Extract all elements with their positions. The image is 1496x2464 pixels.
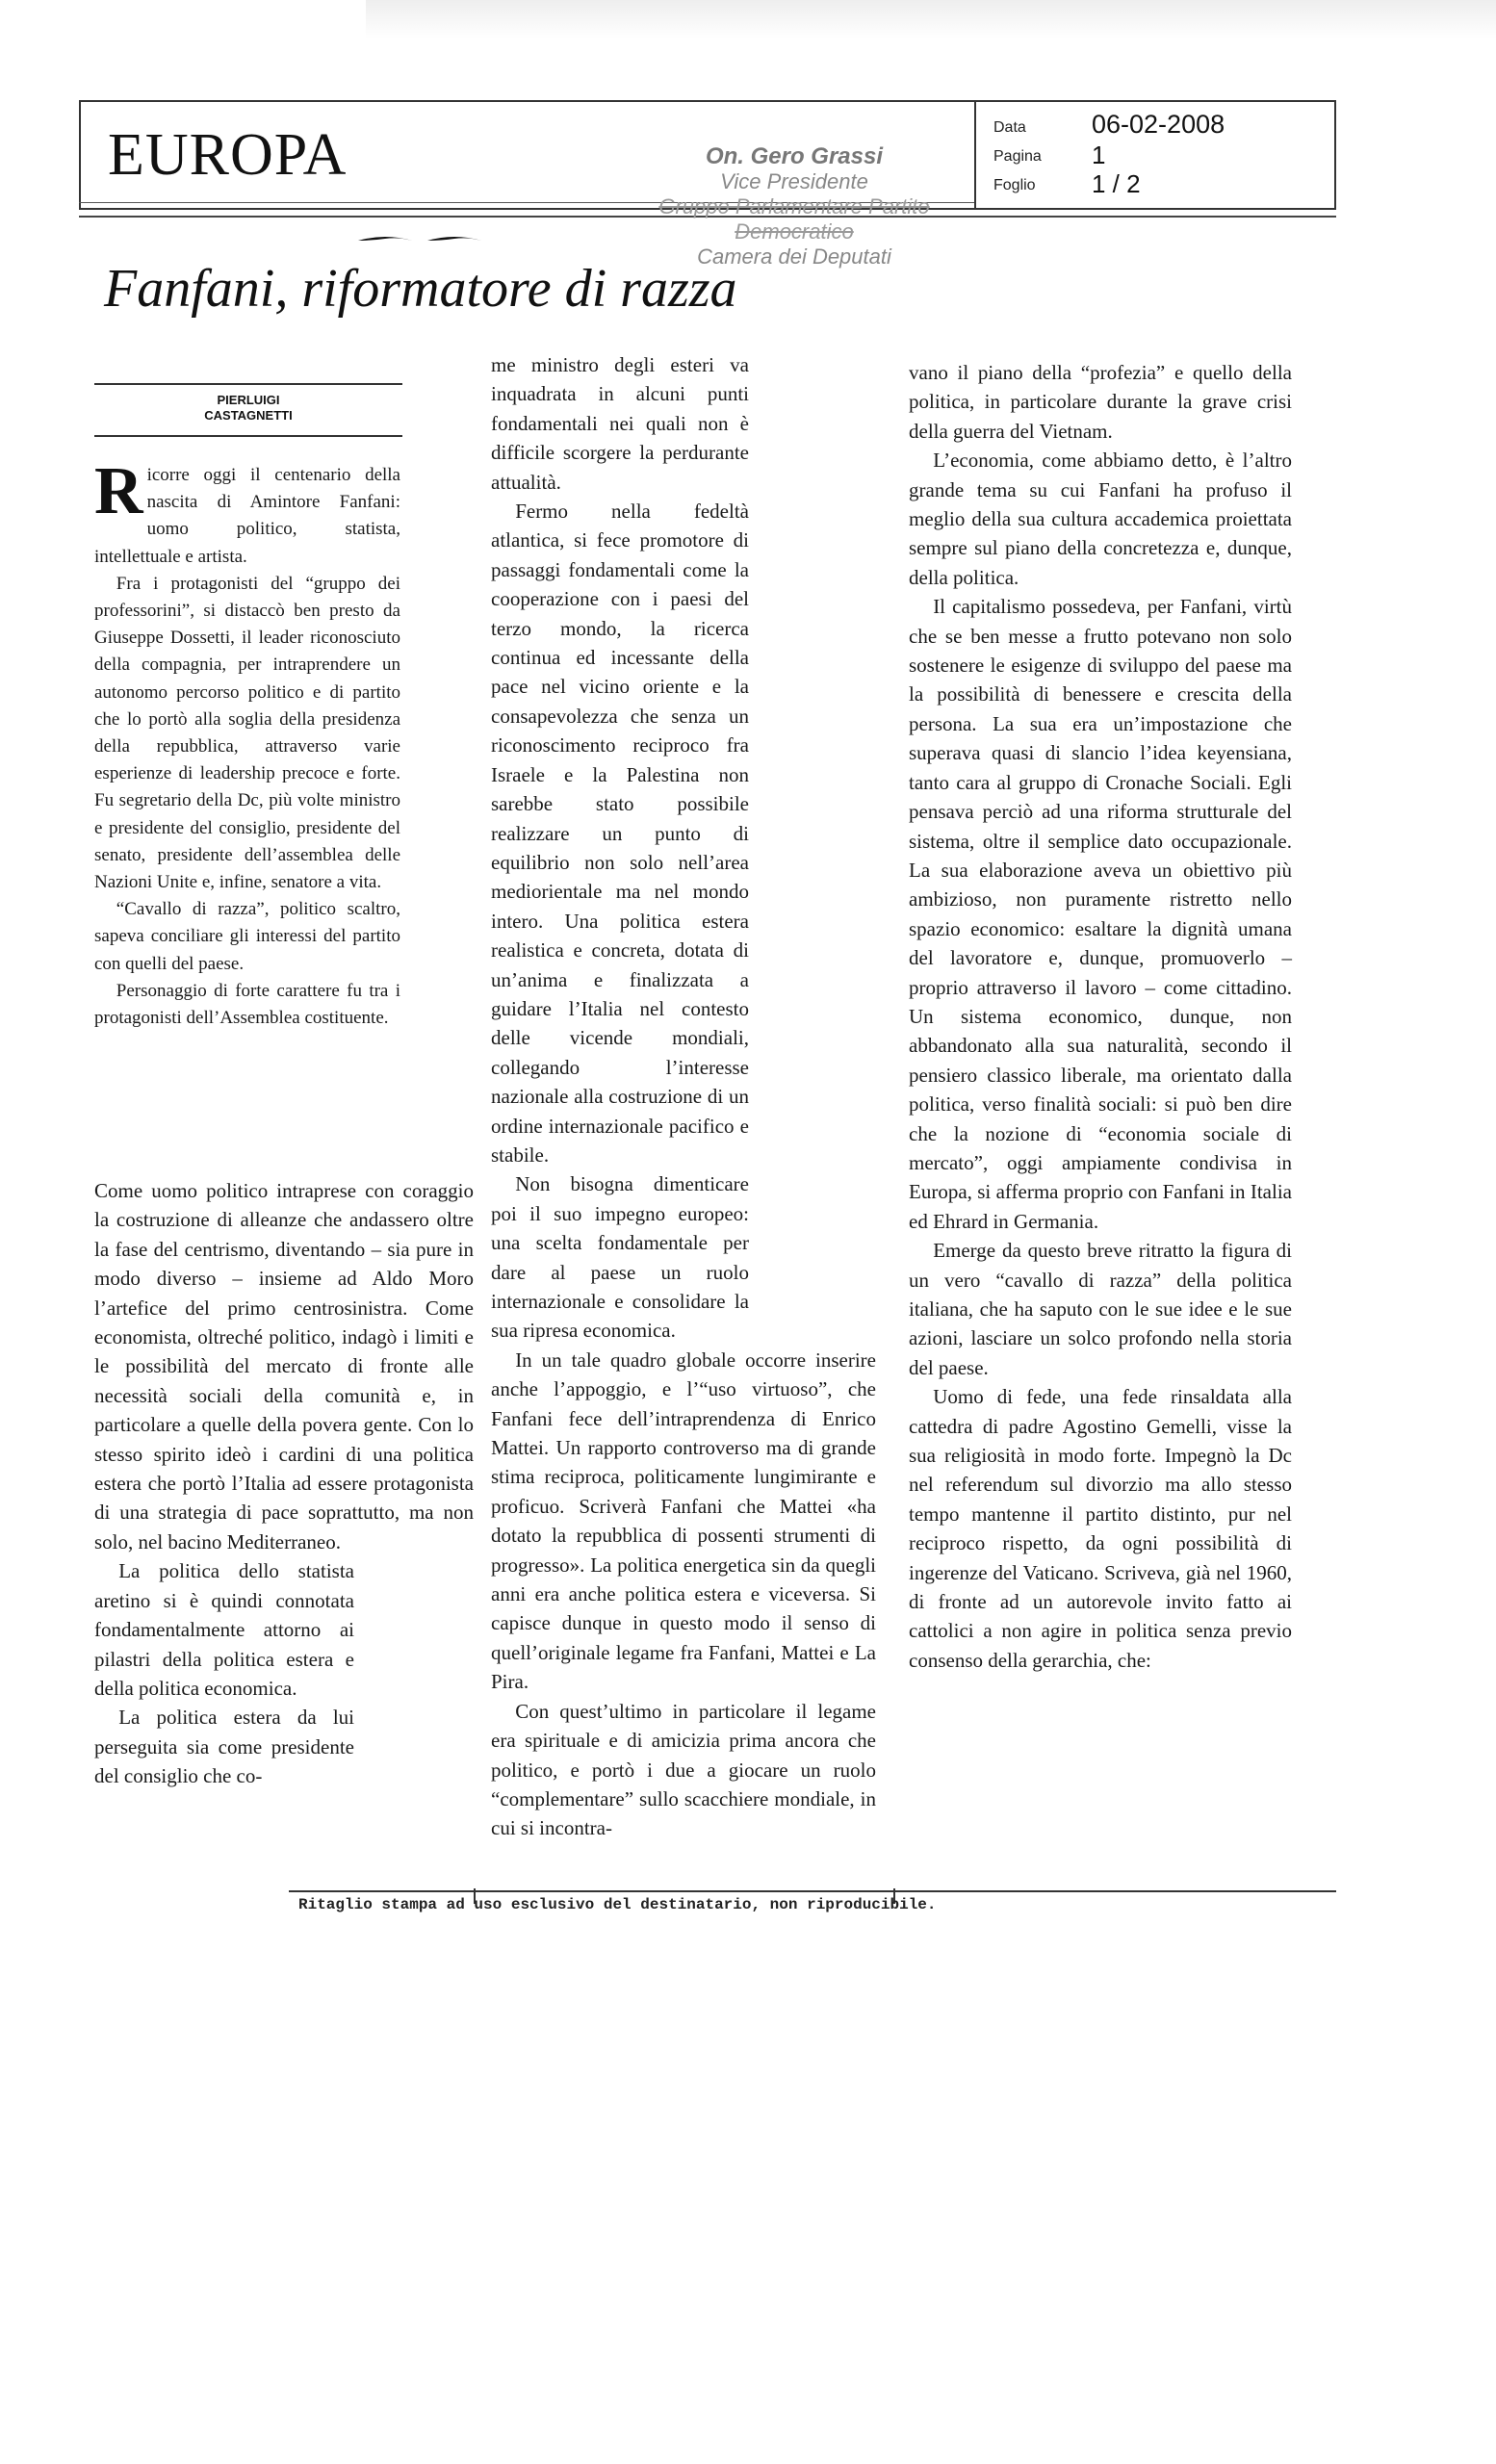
meta-page-label: Pagina bbox=[993, 148, 1042, 165]
deputy-stamp bbox=[602, 144, 987, 270]
column-3 bbox=[909, 358, 1292, 1675]
paragraph: Uomo di fede, una fede rinsaldata alla cattedra di padre Agostino Gemelli, visse la sua religiosità in modo forte. Impegnò la Dc nel referendum sul divorzio ma allo stesso tempo mantenne il partito distinto, pur nel reciproco rispetto, da ogni possibilità di ingerenze del Vaticano. Scriveva, già nel 1960, di fronte ad un autorevole invito fatto ai cattolici a non agire in politica senza previo consenso della gerarchia, che: bbox=[909, 1385, 1292, 1672]
paragraph: La politica dello statista aretino si è quindi connotata fondamentalmente attorno ai pilastri della politica estera e della politica economica. bbox=[94, 1559, 354, 1700]
paragraph: Non bisogna dimenticare poi il suo impegno europeo: una scelta fondamentale per dare al paese un ruolo internazionale e consolidare la sua ripresa economica. bbox=[491, 1172, 749, 1343]
stamp-group: Gruppo Parlamentare Partito Democratico bbox=[658, 194, 930, 244]
column-1-body bbox=[94, 1176, 474, 1791]
drop-cap: R bbox=[94, 454, 143, 528]
scan-shadow bbox=[366, 0, 1496, 38]
paragraph bbox=[94, 454, 400, 571]
paragraph: Il capitalismo possedeva, per Fanfani, virtù che se ben messe a frutto potevano non solo sostenere le esigenze di sviluppo del paese ma la possibilità di benessere e crescita della persona. La sua era un’impostazione che superava quasi di slancio l’idea keyensiana, tanto cara al gruppo di Cronache Sociali. Egli pensava perciò ad una riforma strutturale del sistema, oltre il semplice dato occupazionale. La sua elaborazione aveva un obiettivo più ambizioso, non puramente ristretto nello spazio economico: esaltare la dignità umana del lavoratore e, dunque, promuoverlo – proprio attraverso il lavoro – come cittadino. Un sistema economico, dunque, non abbandonato alla sua naturalità, secondo il pensiero classico liberale, ma orientato dalla politica, verso finalità sociali: si può ben dire che la nozione di “economia sociale di mercato”, oggi ampiamente condivisa in Europa, si afferma proprio con Fanfani in Italia ed Ehrard in Germania. bbox=[909, 595, 1292, 1233]
paragraph: me ministro degli esteri va inquadrata in alcuni punti fondamentali nei quali non è difficile scorgere la perdurante attualità. bbox=[491, 353, 749, 494]
masthead: EUROPA bbox=[108, 122, 348, 188]
author-last-name: CASTAGNETTI bbox=[204, 408, 293, 423]
meta-date-label: Data bbox=[993, 119, 1026, 136]
meta-date-value: 06-02-2008 bbox=[1092, 110, 1225, 139]
column-1-lead bbox=[94, 454, 400, 1032]
stamp-role: Vice Presidente bbox=[720, 169, 868, 193]
footer-notice: Ritaglio stampa ad uso esclusivo del destinatario, non riproducibile. bbox=[298, 1896, 937, 1913]
paragraph: Personaggio di forte carattere fu tra i protagonisti dell’Assemblea costituente. bbox=[94, 980, 400, 1029]
clipping-meta bbox=[974, 100, 1338, 208]
column-2 bbox=[491, 350, 876, 1843]
paragraph: La politica estera da lui perseguita sia come presidente del consiglio che co- bbox=[94, 1706, 354, 1788]
byline bbox=[94, 393, 402, 424]
article-title: Fanfani, riformatore di razza bbox=[104, 259, 737, 319]
paragraph: In un tale quadro globale occorre inserire anche l’appoggio, e l’“uso virtuoso”, che Fanfani fece dell’intraprendenza di Enrico Mattei. Un rapporto controverso ma di grande stima reciproca, politicamente lungimirante e proficuo. Scriverà Fanfani che Mattei «ha dotato la repubblica di possenti strumenti di progresso». La politica energetica sin da quegli anni era anche politica estera e viceversa. Si capisce dunque in questo modo il senso di quell’originale legame fra Fanfani, Mattei e La Pira. bbox=[491, 1348, 876, 1694]
author-first-name: PIERLUIGI bbox=[217, 393, 280, 407]
paragraph: Fra i protagonisti del “gruppo dei professorini”, si distaccò ben presto da Giuseppe Dossetti, il leader riconosciuto della compagnia, per intraprendere un autonomo percorso politico e di partito che lo portò alla soglia della presidenza della repubblica, attraverso varie esperienze di leadership precoce e forte. Fu segretario della Dc, più volte ministro e presidente del consiglio, presidente del senato, presidente dell’assemblea delle Nazioni Unite e, infine, senatore a vita. bbox=[94, 573, 400, 893]
paragraph: Fermo nella fedeltà atlantica, si fece promotore di passaggi fondamentali come la cooperazione con i paesi del terzo mondo, la ricerca continua ed incessante della pace nel vicino oriente e la consapevolezza che senza un riconoscimento reciproco fra Israele e la Palestina non sarebbe stato possibile realizzare un punto di equilibrio non solo nell’area mediorientale ma nel mondo intero. Una politica estera realistica e concreta, dotata di un’anima e finalizzata a guidare l’Italia nel contesto delle vicende mondiali, collegando l’interesse nazionale alla costruzione di un ordine internazionale pacifico e stabile. bbox=[491, 500, 749, 1167]
paragraph: Come uomo politico intraprese con coraggio la costruzione di alleanze che andassero oltre la fase del centrismo, diventando – sia pure in modo diverso – insieme ad Aldo Moro l’artefice del primo centrosinistra. Come economista, oltreché politico, indagò i limiti e le possibilità del mercato di fronte alle necessità sociali della comunità e, in particolare a quelle della povera gente. Con lo stesso spirito ideò i cardini di una politica estera che portò l’Italia ad essere protagonista di una strategia di pace soprattutto, ma non solo, nel bacino Mediterraneo. bbox=[94, 1179, 474, 1553]
stamp-chamber: Camera dei Deputati bbox=[697, 244, 891, 269]
paragraph: Emerge da questo breve ritratto la figura di un vero “cavallo di razza” della politica italiana, che ha saputo con le sue idee e le sue azioni, lasciare un solco profondo nella storia del paese. bbox=[909, 1239, 1292, 1379]
paragraph: Con quest’ultimo in particolare il legame era spirituale e di amicizia prima ancora che politico, e portò i due a giocare un ruolo “complementare” sullo scacchiere mondiale, in cui si incontra- bbox=[491, 1699, 876, 1840]
meta-sheet-value: 1 / 2 bbox=[1092, 169, 1141, 198]
paragraph-text: icorre oggi il centenario della nascita di Amintore Fanfani: uomo politico, statista, intellettuale e artista. bbox=[94, 465, 400, 567]
footer-rule bbox=[289, 1890, 1336, 1892]
stamp-name: On. Gero Grassi bbox=[705, 143, 884, 169]
byline-top-rule bbox=[94, 383, 402, 385]
ornament-icon bbox=[356, 231, 491, 246]
paragraph: L’economia, come abbiamo detto, è l’altro grande tema su cui Fanfani ha profuso il meglio della sua cultura accademica proiettata sempre sul piano della concretezza e, dunque, della politica. bbox=[909, 449, 1292, 589]
meta-page-value: 1 bbox=[1092, 141, 1106, 169]
paragraph: vano il piano della “profezia” e quello della politica, in particolare durante la grave crisi della guerra del Vietnam. bbox=[909, 361, 1292, 443]
paragraph: “Cavallo di razza”, politico scaltro, sapeva conciliare gli interessi del partito con quelli del paese. bbox=[94, 899, 400, 974]
meta-sheet-label: Foglio bbox=[993, 177, 1036, 193]
byline-bottom-rule bbox=[94, 435, 402, 437]
